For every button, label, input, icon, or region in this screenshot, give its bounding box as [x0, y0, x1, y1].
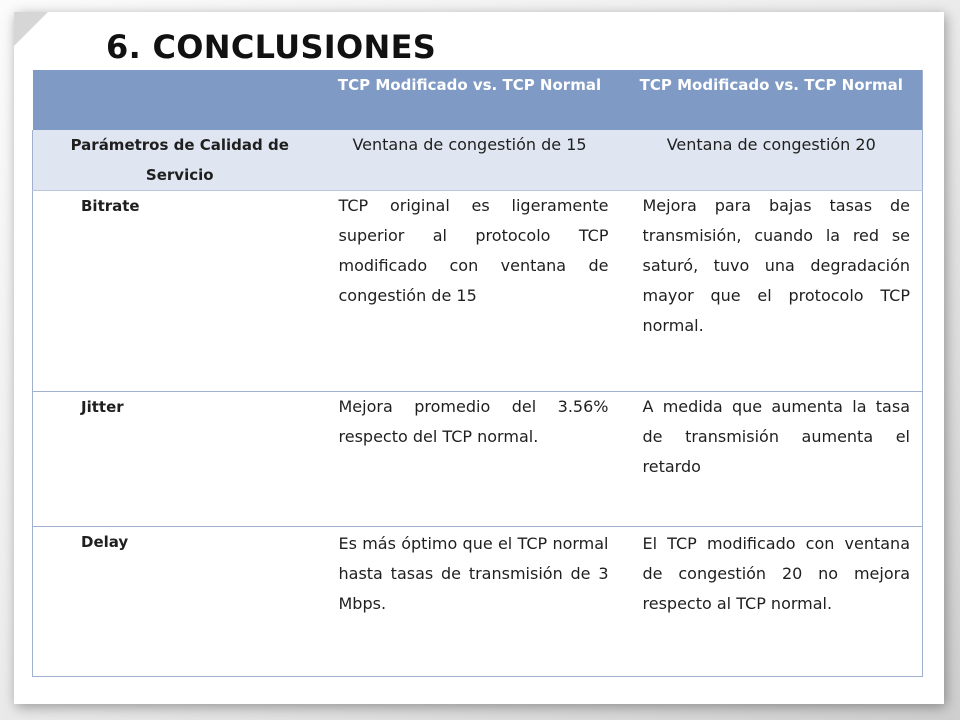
param-label-jitter: Jitter	[33, 392, 319, 527]
bitrate-window-20-text: Mejora para bajas tasas de transmisión, cuando la red se saturó, tuvo una degradación mayor que el protocolo TCP normal.	[621, 191, 923, 392]
param-label-delay: Delay	[33, 527, 319, 677]
page-fold-corner	[14, 12, 48, 46]
param-label-bitrate: Bitrate	[33, 191, 319, 392]
jitter-window-15-text: Mejora promedio del 3.56% respecto del TCP normal.	[319, 392, 621, 527]
delay-window-20-text: El TCP modificado con ventana de congestión 20 no mejora respecto al TCP normal.	[621, 527, 923, 677]
header-cell-window-20: TCP Modificado vs. TCP Normal	[621, 70, 923, 130]
bitrate-window-15-text: TCP original es ligeramente superior al protocolo TCP modificado con ventana de congestión de 15	[319, 191, 621, 392]
header-cell-empty	[33, 70, 319, 130]
slide-title: 6. CONCLUSIONES	[106, 28, 437, 66]
header-cell-window-15: TCP Modificado vs. TCP Normal	[319, 70, 621, 130]
subheader-cell-parameters: Parámetros de Calidad de Servicio	[33, 130, 319, 191]
table-row-jitter	[33, 392, 923, 527]
delay-window-15-text: Es más óptimo que el TCP normal hasta tasas de transmisión de 3 Mbps.	[319, 527, 621, 677]
table-row-bitrate	[33, 191, 923, 392]
subheader-cell-window-20: Ventana de congestión 20	[621, 130, 923, 191]
table-row-delay	[33, 527, 923, 677]
table-header-row	[33, 70, 923, 130]
subheader-cell-window-15: Ventana de congestión de 15	[319, 130, 621, 191]
table-subheader-row	[33, 130, 923, 191]
jitter-window-20-text: A medida que aumenta la tasa de transmisión aumenta el retardo	[621, 392, 923, 527]
conclusions-table	[32, 70, 923, 677]
